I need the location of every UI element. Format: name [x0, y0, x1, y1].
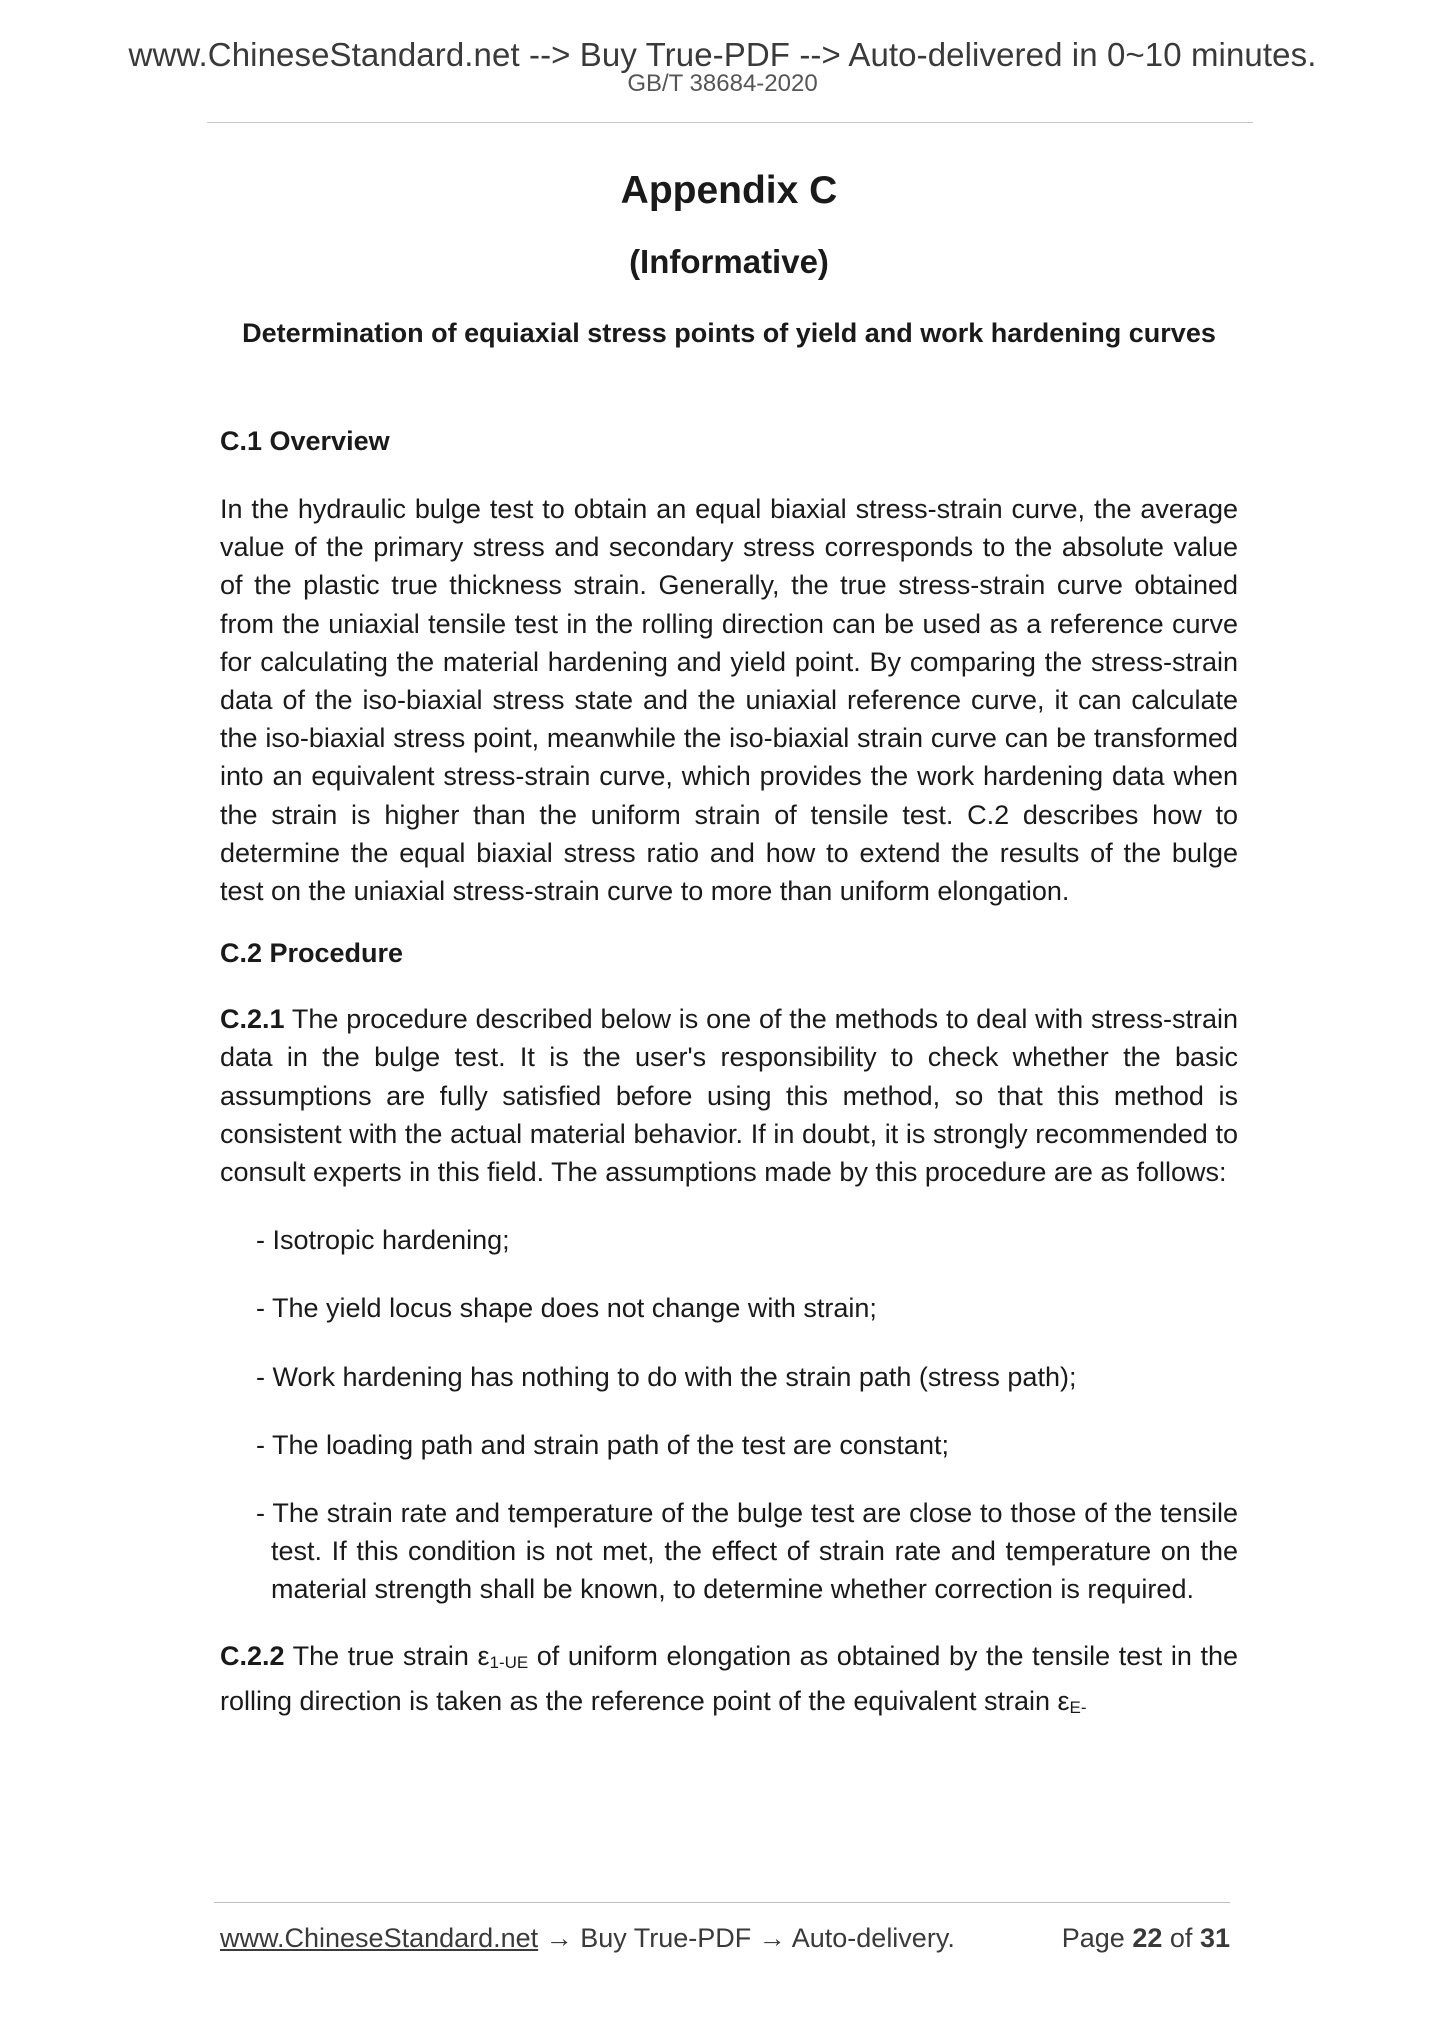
clause-c22-text-a: The true strain ε [284, 1640, 490, 1671]
page-number [1062, 1922, 1230, 1954]
appendix-title: Appendix C [620, 169, 838, 212]
page-label: Page [1061, 1923, 1125, 1953]
strain-subscript-e: E- [1069, 1697, 1087, 1717]
list-item-text: Work hardening has nothing to do with the strain path (stress path); [272, 1361, 1077, 1392]
list-item-text: Isotropic hardening; [272, 1225, 510, 1256]
appendix-description: Determination of equiaxial stress points of yield and work hardening curves [242, 318, 1216, 348]
footer-divider [214, 1902, 1230, 1903]
page-of: of [1169, 1923, 1193, 1953]
section-c1-text: In the hydraulic bulge test to obtain an equal biaxial stress-strain curve, the average value of the primary stress and secondary stress corresponds to the absolute value of the plastic true thickness strain. Generally, the true stress-strain curve obtained from the uniaxial tensile test in the rolling direction can be used as a reference curve for calculating the material hardening and yield point. By comparing the stress-strain data of the iso-biaxial stress state and the uniaxial reference curve, it can calculate the iso-biaxial stress point, meanwhile the iso-biaxial strain curve can be transformed into an equivalent stress-strain curve, which provides the work hardening data when the strain is higher than the uniform strain of tensile test. C.2 describes how to determine the equal biaxial stress ratio and how to extend the results of the bulge test on the uniaxial stress-strain curve to more than uniform elongation. [220, 494, 1238, 907]
page-content [220, 168, 1238, 1727]
header-divider [207, 122, 1253, 123]
footer-promo [220, 1922, 955, 1954]
site-banner: www.ChineseStandard.net --> Buy True-PDF --> Auto-delivered in 0~10 minutes. [128, 36, 1317, 73]
strain-subscript-1ue: 1-UE [489, 1652, 529, 1672]
list-item-text: The yield locus shape does not change with strain; [272, 1293, 877, 1324]
list-item: - Work hardening has nothing to do with the strain path (stress path); [256, 1361, 1077, 1392]
assumption-list [220, 1221, 1238, 1608]
page-current: 22 [1132, 1923, 1163, 1953]
clause-c21 [220, 1000, 1238, 1191]
clause-c22 [220, 1637, 1238, 1727]
clause-c22-text-b: of uniform elongation as obtained by the tensile test in the rolling direction is taken as the reference point of the equivalent strain ε [220, 1640, 1238, 1716]
list-item: - Isotropic hardening; [256, 1225, 510, 1256]
clause-c21-text: The procedure described below is one of the methods to deal with stress-strain data in the bulge test. It is the user's responsibility to check whether the basic assumptions are fully satisfied before using this method, so that this method is consistent with the actual material behavior. If in doubt, it is strongly recommended to consult experts in this field. The assumptions made by this procedure are as follows: [220, 1004, 1238, 1188]
list-item-text: The strain rate and temperature of the bulge test are close to those of the tensile test. If this condition is not met, the effect of strain rate and temperature on the material strength shall be known, to determine whether correction is required. [271, 1498, 1238, 1605]
clause-c22-label: C.2.2 [220, 1640, 285, 1671]
footer-site-link[interactable]: www.ChineseStandard.net [220, 1923, 539, 1953]
standard-number: GB/T 38684-2020 [627, 70, 818, 97]
page-total: 31 [1199, 1923, 1230, 1953]
section-c1-heading: C.1 Overview [220, 426, 390, 456]
appendix-subtitle: (Informative) [629, 243, 829, 280]
clause-c21-label: C.2.1 [220, 1004, 285, 1035]
list-item: - The strain rate and temperature of the bulge test are close to those of the tensile test. If this condition is not met, the effect of strain rate and temperature on the material strength shall be known, to determine whether correction is required. [256, 1498, 1238, 1605]
list-item: - The loading path and strain path of the test are constant; [256, 1429, 949, 1460]
footer-promo-text: → Buy True-PDF → Auto-delivery. [538, 1923, 955, 1953]
list-item-text: The loading path and strain path of the test are constant; [272, 1429, 949, 1460]
section-c2-heading: C.2 Procedure [220, 938, 404, 969]
list-item: - The yield locus shape does not change with strain; [256, 1293, 877, 1324]
